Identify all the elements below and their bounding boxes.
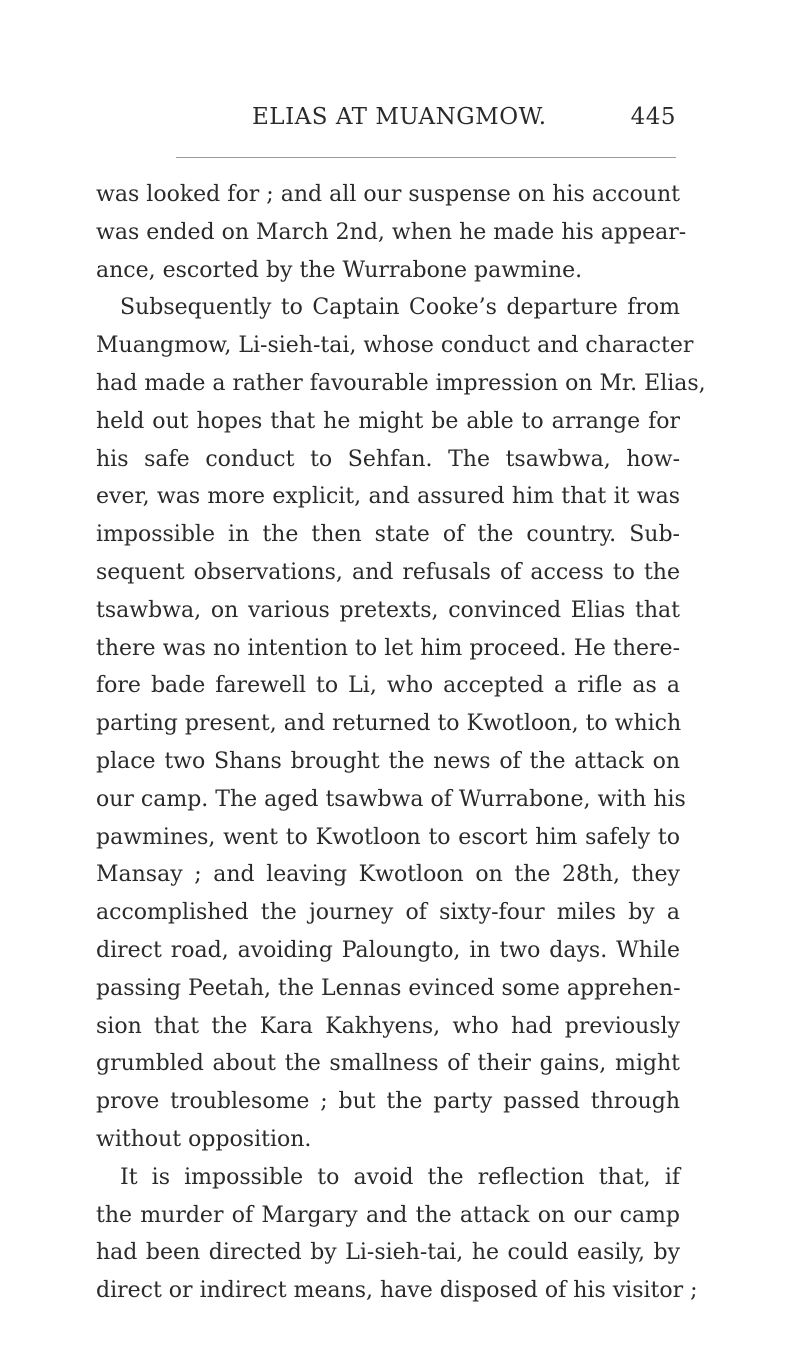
text-line: our camp. The aged tsawbwa of Wurrabone, with his: [96, 786, 686, 812]
text-line: ance, escorted by the Wurrabone pawmine.: [96, 257, 583, 283]
text-line: was ended on March 2nd, when he made his appear-: [96, 219, 687, 245]
text-line: there was no intention to let him proceed. He there-: [96, 635, 680, 661]
text-line: had been directed by Li-sieh-tai, he could easily, by: [96, 1240, 680, 1266]
text-line: was looked for ; and all our suspense on his account: [96, 182, 680, 207]
running-head: [176, 104, 676, 138]
text-line: sion that the Kara Kakhyens, who had previously: [96, 1013, 680, 1039]
text-line: pawmines, went to Kwotloon to escort him safely to: [96, 824, 680, 850]
text-line: direct road, avoiding Paloungto, in two days. While: [96, 937, 680, 963]
text-line: place two Shans brought the news of the attack on: [96, 748, 680, 774]
text-line: his safe conduct to Sehfan. The tsawbwa, how-: [96, 446, 680, 472]
text-line: direct or indirect means, have disposed of his visitor ;: [96, 1278, 698, 1304]
paragraph-start-line: It is impossible to avoid the reflection that, if: [120, 1164, 680, 1190]
text-line: sequent observations, and refusals of access to the: [96, 559, 680, 585]
text-line: impossible in the then state of the country. Sub-: [96, 522, 680, 548]
paragraph-start-line: Subsequently to Captain Cooke’s departure from: [120, 295, 680, 321]
text-line: ever, was more explicit, and assured him that it was: [96, 484, 680, 510]
text-line: had made a rather favourable impression on Mr. Elias,: [96, 370, 706, 396]
text-line: Mansay ; and leaving Kwotloon on the 28th, they: [96, 862, 680, 888]
text-line: without opposition.: [96, 1126, 312, 1152]
header-rule: [176, 157, 676, 158]
page-number: 445: [630, 104, 676, 130]
text-line: fore bade farewell to Li, who accepted a rifle as a: [96, 673, 680, 699]
text-line: the murder of Margary and the attack on our camp: [96, 1202, 680, 1228]
text-line: grumbled about the smallness of their gains, might: [96, 1051, 680, 1077]
text-line: Muangmow, Li-sieh-tai, whose conduct and character: [96, 333, 694, 359]
text-line: accomplished the journey of sixty-four miles by a: [96, 900, 680, 926]
text-line: prove troublesome ; but the party passed through: [96, 1089, 680, 1115]
text-line: parting present, and returned to Kwotloon, to which: [96, 711, 682, 737]
text-line: passing Peetah, the Lennas evinced some apprehen-: [96, 975, 681, 1001]
text-line: held out hopes that he might be able to arrange for: [96, 408, 680, 434]
running-title: ELIAS AT MUANGMOW.: [252, 104, 547, 130]
body-text: [96, 176, 706, 1310]
text-line: tsawbwa, on various pretexts, convinced Elias that: [96, 597, 680, 623]
